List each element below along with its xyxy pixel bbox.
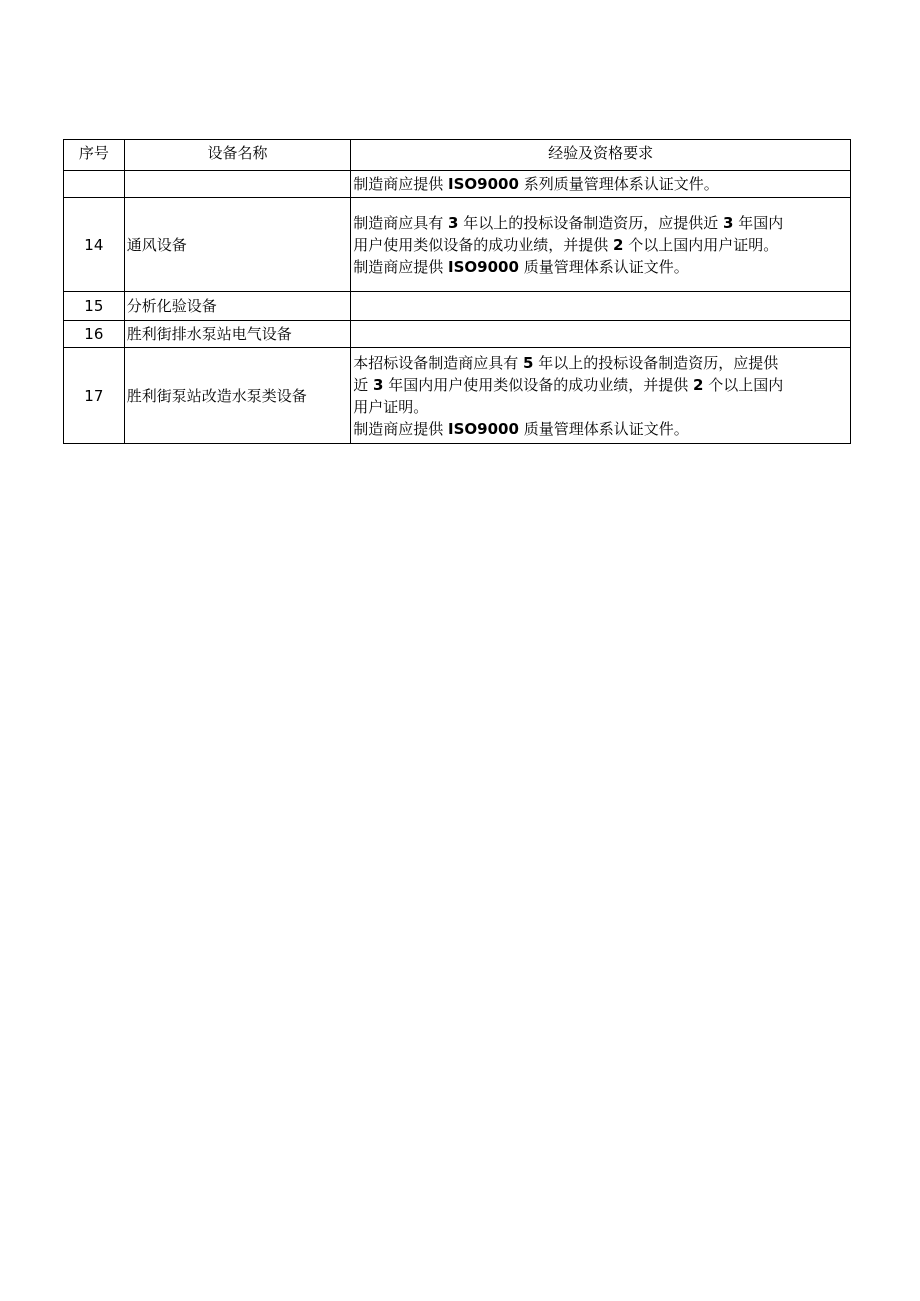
- table-row: [64, 171, 851, 198]
- row-device-name: 胜利街排水泵站电气设备: [124, 321, 351, 348]
- table-row: [64, 292, 851, 321]
- row-requirements: [351, 321, 851, 348]
- row-no: 15: [64, 292, 125, 321]
- row-requirements: [351, 171, 851, 198]
- requirement-line: 制造商应具有 3 年以上的投标设备制造资历，应提供近 3 年国内: [353, 213, 784, 232]
- row-no: 17: [64, 348, 125, 444]
- row-no: 14: [64, 198, 125, 292]
- table-header-row: [64, 140, 851, 171]
- row-device-name: 分析化验设备: [124, 292, 351, 321]
- table-row: [64, 321, 851, 348]
- requirement-line: 制造商应提供 ISO9000 质量管理体系认证文件。: [353, 419, 689, 438]
- header-no: 序号: [64, 140, 125, 171]
- requirement-line: 用户使用类似设备的成功业绩，并提供 2 个以上国内用户证明。: [353, 235, 779, 254]
- row-device-name: [124, 171, 351, 198]
- row-device-name: 胜利街泵站改造水泵类设备: [124, 348, 351, 444]
- row-requirements: [351, 292, 851, 321]
- header-device-name: 设备名称: [124, 140, 351, 171]
- requirement-line: 近 3 年国内用户使用类似设备的成功业绩，并提供 2 个以上国内: [353, 375, 784, 394]
- table-row: [64, 198, 851, 292]
- row-no: 16: [64, 321, 125, 348]
- header-requirements: 经验及资格要求: [351, 140, 851, 171]
- table-row: [64, 348, 851, 444]
- row-requirements: [351, 198, 851, 292]
- row-no: [64, 171, 125, 198]
- requirement-line: 本招标设备制造商应具有 5 年以上的投标设备制造资历，应提供: [353, 353, 779, 372]
- row-requirements: [351, 348, 851, 444]
- requirement-line: 制造商应提供 ISO9000 系列质量管理体系认证文件。: [353, 175, 719, 193]
- requirement-line: 制造商应提供 ISO9000 质量管理体系认证文件。: [353, 257, 689, 276]
- requirements-table: [63, 139, 851, 444]
- requirement-line: 用户证明。: [353, 397, 429, 416]
- row-device-name: 通风设备: [124, 198, 351, 292]
